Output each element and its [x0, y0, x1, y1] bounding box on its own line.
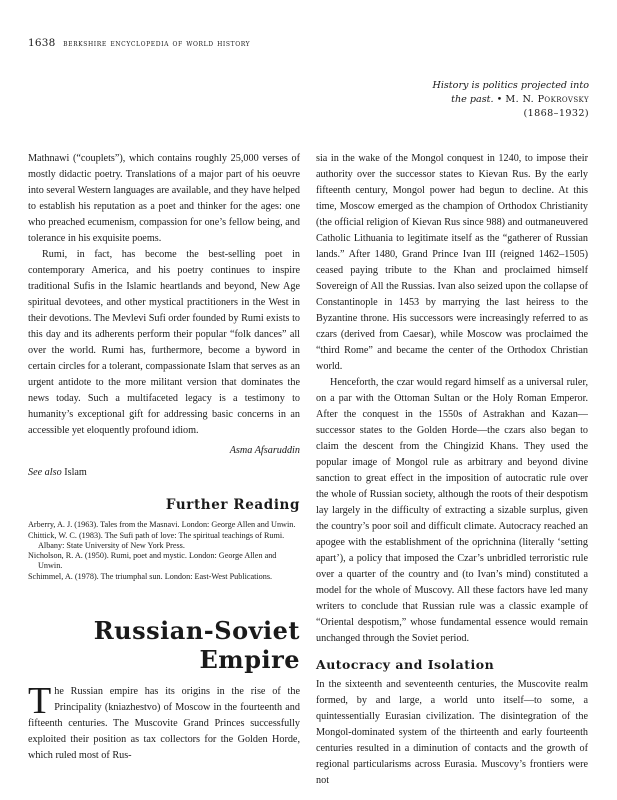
right-para-2: Henceforth, the czar would regard himself as a universal ruler, on a par with the Ottoman Sultan or the Holy Roman Emperor. After the conquest in the 1550s of Astrakhan and Kazan—successor states to the Golden Horde—the czars also began to claim the descent from the Chingizid Khans. They used the popular image of Mongol rule as arbitrary and beyond divine sanction to great effect in the imposition of autocratic rule over the whole of Russian society, although the roots of their despotism lay largely in the difficulty of extracting a sizable surplus, given the country’s poor soil and difficult climate. Autocracy reached an apogee with the establishment of the oprichnina (literally ‘setting apart’), a policy that imposed the Czar’s unbridled terroristic rule over a quarter of the country and (to Ivan’s mind) constituted a model for the whole of Muscovy. All these factors have led many writers to conclude that Russian rule was a classic example of “Oriental despotism,” whose fundamental essence would remain unchanged through the Soviet period. — [316, 377, 588, 644]
left-para-2: Rumi, in fact, has become the best-selling poet in contemporary America, and his poetry continues to inspire traditional Sufis in the Islamic heartlands and beyond, New Age spiritual devotees, and other mystical practitioners in the West in their devotions. The Mevlevi Sufi order founded by Rumi exists to this day and its adherents perform their popular “folk dances” all over the world. Rumi has, furthermore, become a byword in certain circles for a tolerant, compassionate Islam that serves as an urgent antidote to the more militant version that dominates the news today. Such a multifaceted legacy is a testimony to humanity’s exceptional gift for addressing basic concerns in an accessible yet eloquently profound idiom. — [28, 249, 300, 436]
right-para-1: sia in the wake of the Mongol conquest in 1240, to impose their authority over the successor states to Kievan Rus. By the early fifteenth century, Mongol power had begun to decline. At this time, Moscow emerged as the champion of Orthodox Christianity (the official religion of Kievan Rus since 988) and outmaneuvered Catholic Lithuania to legitimate itself as the “gatherer of Russian lands.” After 1480, Grand Prince Ivan III (reigned 1462–1505) ceased paying tribute to the Khan and proclaimed himself Sovereign of All the Russias. Ivan also seized upon the collapse of Constantinople in 1453 by marrying the last heiress to the Byzantine throne. His successors were increasingly referred to as czars (derived from Caesar), while Moscow was proclaimed the “third Rome” and became the center of the Orthodox Christian world. — [316, 153, 588, 372]
reference-item: Arberry, A. J. (1963). Tales from the Masnavi. London: George Allen and Unwin. — [28, 520, 296, 529]
right-column — [316, 151, 588, 789]
epigraph-line-1: History is politics projected into — [432, 80, 589, 91]
further-reading-heading: Further Reading — [165, 497, 300, 513]
epigraph-line-2 — [329, 93, 589, 107]
epigraph-text: the past. — [451, 94, 494, 105]
section-heading: Autocracy and Isolation — [316, 657, 495, 672]
left-para-1: Mathnawi (“couplets”), which contains roughly 25,000 verses of mostly didactic poetry. Translations of a major part of his oeuvre into several Western languages are available, and they have helped to establish his reputation as a poet and thinker for the ages: one who preached ecumenism, compassion for one’s fellow being, and tolerance in his exquisite poems. — [28, 153, 300, 244]
epigraph-dates: (1868–1932) — [523, 108, 589, 119]
see-also-link[interactable]: Islam — [64, 467, 87, 478]
reference-item: Nicholson, R. A. (1950). Rumi, poet and mystic. London: George Allen and Unwin. — [28, 551, 277, 570]
article-intro-text: he Russian empire has its origins in the rise of the Principality (kniazhestvo) of Moscow in the fourteenth and fifteenth centuries. The Muscovite Grand Princes successfully exploited their position as tax collectors for the Golden Horde, which ruled most of Rus- — [28, 686, 300, 761]
reference-item: Schimmel, A. (1978). The triumphal sun. London: East-West Publications. — [28, 571, 273, 581]
see-also — [28, 465, 300, 481]
author-signature: Asma Afsaruddin — [229, 445, 300, 456]
running-head — [28, 37, 250, 49]
article-intro — [28, 680, 300, 764]
article-title-line-1: Russian-Soviet — [93, 616, 300, 645]
left-column — [28, 151, 300, 481]
see-also-label: See also — [28, 467, 62, 478]
further-reading-list — [28, 520, 300, 582]
page-number: 1638 — [28, 37, 56, 49]
epigraph-bullet: • — [496, 94, 503, 105]
reference-item: Chittick, W. C. (1983). The Sufi path of love: The spiritual teachings of Rumi. Albany: State University of New York Press. — [28, 530, 285, 550]
epigraph — [329, 79, 589, 121]
article-title — [28, 616, 300, 674]
article-title-line-2: Empire — [199, 645, 300, 674]
epigraph-author: M. N. Pokrovsky — [505, 94, 589, 105]
right-para-3: In the sixteenth and seventeenth centuries, the Muscovite realm formed, by and large, a world unto itself—to some, a quintessentially Eurasian civilization. The disintegration of the Mongol-dominated system of the thirteenth and early fourteenth centuries resulted in a diminution of contacts and the growth of regional particularisms across Eurasia. Muscovy’s frontiers were not — [316, 679, 588, 786]
running-head-title: berkshire encyclopedia of world history — [63, 39, 251, 49]
drop-cap: T — [28, 680, 52, 722]
